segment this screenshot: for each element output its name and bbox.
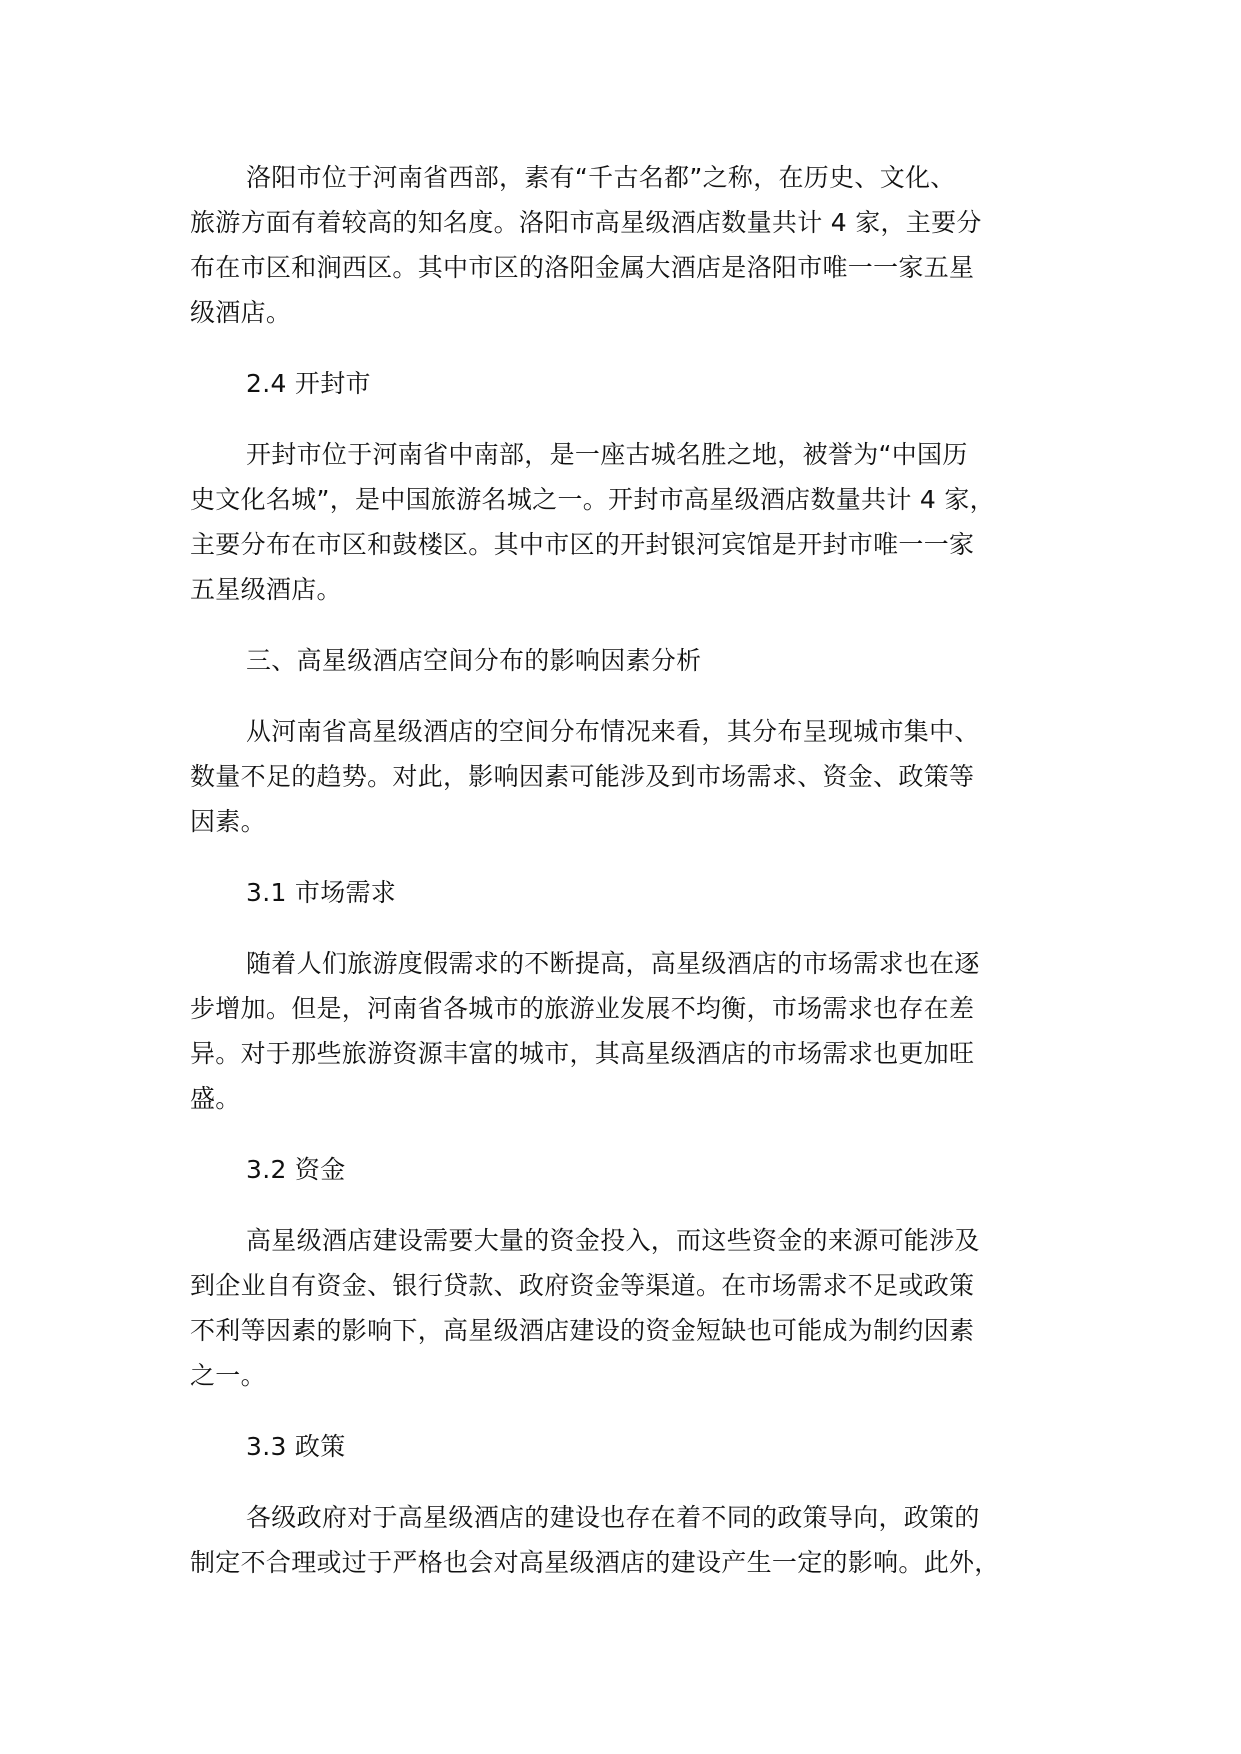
paragraph-line: 盛。: [190, 1084, 241, 1113]
paragraph-line: 各级政府对于高星级酒店的建设也存在着不同的政策导向，政策的: [246, 1503, 980, 1532]
paragraph-line: 布在市区和涧西区。其中市区的洛阳金属大酒店是洛阳市唯一一家五星: [190, 253, 975, 282]
paragraph-line: 高星级酒店建设需要大量的资金投入，而这些资金的来源可能涉及: [246, 1226, 980, 1255]
paragraph-line: 洛阳市位于河南省西部，素有“千古名都”之称，在历史、文化、: [246, 163, 956, 192]
paragraph-line: 数量不足的趋势。对此，影响因素可能涉及到市场需求、资金、政策等: [190, 762, 975, 791]
paragraph-line: 因素。: [190, 807, 266, 836]
paragraph-line: 随着人们旅游度假需求的不断提高，高星级酒店的市场需求也在逐: [246, 949, 980, 978]
section-heading-capital: 3.2 资金: [246, 1155, 346, 1184]
paragraph-policy: [190, 1495, 1080, 1585]
paragraph-line: 之一。: [190, 1361, 266, 1390]
paragraph-line: 异。对于那些旅游资源丰富的城市，其高星级酒店的市场需求也更加旺: [190, 1039, 975, 1068]
paragraph-line: 级酒店。: [190, 298, 292, 327]
section-heading-factors: 三、高星级酒店空间分布的影响因素分析: [246, 646, 702, 675]
paragraph-market-demand: [190, 941, 1080, 1121]
paragraph-line: 旅游方面有着较高的知名度。洛阳市高星级酒店数量共计 4 家，主要分: [190, 208, 982, 237]
paragraph-capital: [190, 1218, 1080, 1398]
paragraph-line: 不利等因素的影响下，高星级酒店建设的资金短缺也可能成为制约因素: [190, 1316, 975, 1345]
section-heading-market-demand: 3.1 市场需求: [246, 878, 397, 907]
section-heading-kaifeng: 2.4 开封市: [246, 369, 371, 398]
document-content: [190, 155, 1080, 1611]
paragraph-line: 史文化名城”，是中国旅游名城之一。开封市高星级酒店数量共计 4 家，: [190, 485, 995, 514]
paragraph-line: 从河南省高星级酒店的空间分布情况来看，其分布呈现城市集中、: [246, 717, 980, 746]
paragraph-factors-intro: [190, 709, 1080, 844]
paragraph-line: 制定不合理或过于严格也会对高星级酒店的建设产生一定的影响。此外，: [190, 1548, 1000, 1577]
paragraph-line: 步增加。但是，河南省各城市的旅游业发展不均衡，市场需求也存在差: [190, 994, 975, 1023]
paragraph-line: 到企业自有资金、银行贷款、政府资金等渠道。在市场需求不足或政策: [190, 1271, 975, 1300]
section-heading-policy: 3.3 政策: [246, 1432, 346, 1461]
paragraph-line: 开封市位于河南省中南部，是一座古城名胜之地，被誉为“中国历: [246, 440, 968, 469]
paragraph-kaifeng: [190, 432, 1080, 612]
paragraph-line: 五星级酒店。: [190, 575, 342, 604]
paragraph-luoyang: [190, 155, 1080, 335]
paragraph-line: 主要分布在市区和鼓楼区。其中市区的开封银河宾馆是开封市唯一一家: [190, 530, 975, 559]
